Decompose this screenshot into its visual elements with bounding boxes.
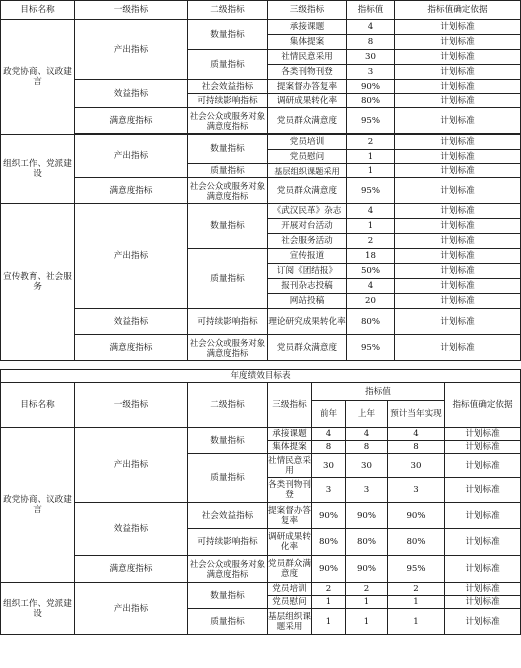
level3-cell: 党员群众满意度 xyxy=(268,108,347,134)
basis-cell: 计划标准 xyxy=(395,335,521,361)
basis-cell: 计划标准 xyxy=(445,441,521,454)
header-target-name: 目标名称 xyxy=(1,383,75,428)
level1-cell: 效益指标 xyxy=(75,309,188,335)
value-cell: 95% xyxy=(347,335,395,361)
prev-cell: 80% xyxy=(312,529,346,556)
value-cell: 50% xyxy=(347,264,395,279)
level3-cell: 集体提案 xyxy=(268,35,347,50)
level3-cell: 集体提案 xyxy=(268,441,312,454)
value-cell: 2 xyxy=(347,135,395,150)
last-cell: 80% xyxy=(346,529,388,556)
value-cell: 80% xyxy=(347,94,395,108)
basis-cell: 计划标准 xyxy=(445,556,521,583)
header-last-year: 上年 xyxy=(346,401,388,428)
level1-cell: 产出指标 xyxy=(75,135,188,178)
last-cell: 3 xyxy=(346,478,388,503)
forecast-cell: 90% xyxy=(388,503,445,529)
level2-cell: 数量指标 xyxy=(188,20,268,50)
prev-cell: 8 xyxy=(312,441,346,454)
value-cell: 80% xyxy=(347,309,395,335)
prev-cell: 3 xyxy=(312,478,346,503)
prev-cell: 30 xyxy=(312,454,346,478)
last-cell: 90% xyxy=(346,556,388,583)
level2-cell: 质量指标 xyxy=(188,454,268,503)
basis-cell: 计划标准 xyxy=(395,249,521,264)
value-cell: 4 xyxy=(347,204,395,219)
value-cell: 2 xyxy=(347,234,395,249)
level3-cell: 提案督办答复率 xyxy=(268,503,312,529)
level2-cell: 社会公众或服务对象满意度指标 xyxy=(188,108,268,134)
header-forecast: 预计当年实现 xyxy=(388,401,445,428)
basis-cell: 计划标准 xyxy=(395,65,521,80)
level2-cell: 社会公众或服务对象满意度指标 xyxy=(188,335,268,361)
level3-cell: 基层组织课题采用 xyxy=(268,164,347,178)
basis-cell: 计划标准 xyxy=(395,50,521,65)
basis-cell: 计划标准 xyxy=(395,294,521,309)
header-level3: 三级指标 xyxy=(268,383,312,428)
forecast-cell: 1 xyxy=(388,609,445,635)
value-cell: 20 xyxy=(347,294,395,309)
level3-cell: 调研成果转化率 xyxy=(268,529,312,556)
level3-cell: 承接课题 xyxy=(268,20,347,35)
level1-cell: 效益指标 xyxy=(75,80,188,108)
level2-cell: 质量指标 xyxy=(188,50,268,80)
level2-cell: 数量指标 xyxy=(188,135,268,164)
level3-cell: 《武汉民革》杂志 xyxy=(268,204,347,219)
prev-cell: 4 xyxy=(312,428,346,441)
target-name: 宣传教育、社会服务 xyxy=(1,204,75,361)
basis-cell: 计划标准 xyxy=(395,204,521,219)
level3-cell: 宣传报道 xyxy=(268,249,347,264)
level2-cell: 社会公众或服务对象满意度指标 xyxy=(188,556,268,583)
table-title: 年度绩效目标表 xyxy=(1,370,521,383)
level3-cell: 党员群众满意度 xyxy=(268,335,347,361)
level1-cell: 满意度指标 xyxy=(75,335,188,361)
value-cell: 95% xyxy=(347,178,395,204)
level3-cell: 党员慰问 xyxy=(268,596,312,609)
level3-cell: 社会服务活动 xyxy=(268,234,347,249)
level3-cell: 党员群众满意度 xyxy=(268,556,312,583)
basis-cell: 计划标准 xyxy=(395,135,521,150)
level3-cell: 社情民意采用 xyxy=(268,50,347,65)
target-name: 组织工作、党派建设 xyxy=(1,583,75,635)
level2-cell: 质量指标 xyxy=(188,609,268,635)
forecast-cell: 1 xyxy=(388,596,445,609)
basis-cell: 计划标准 xyxy=(395,80,521,94)
forecast-cell: 4 xyxy=(388,428,445,441)
header-prev-year: 前年 xyxy=(312,401,346,428)
last-cell: 1 xyxy=(346,609,388,635)
last-cell: 90% xyxy=(346,503,388,529)
prev-cell: 90% xyxy=(312,503,346,529)
target-name: 政党协商、议政建言 xyxy=(1,20,75,135)
level3-cell: 报刊杂志投稿 xyxy=(268,279,347,294)
level1-cell: 效益指标 xyxy=(75,503,188,556)
level3-cell: 承接课题 xyxy=(268,428,312,441)
last-cell: 8 xyxy=(346,441,388,454)
header-value: 指标值 xyxy=(312,383,445,401)
level3-cell: 理论研究成果转化率 xyxy=(268,309,347,335)
value-cell: 90% xyxy=(347,80,395,94)
value-cell: 95% xyxy=(347,108,395,134)
level3-cell: 订阅《团结报》 xyxy=(268,264,347,279)
header-level2: 二级指标 xyxy=(188,383,268,428)
forecast-cell: 8 xyxy=(388,441,445,454)
level2-cell: 社会效益指标 xyxy=(188,503,268,529)
level1-cell: 满意度指标 xyxy=(75,556,188,583)
forecast-cell: 30 xyxy=(388,454,445,478)
header-basis: 指标值确定依据 xyxy=(395,1,521,20)
header-value: 指标值 xyxy=(347,1,395,20)
level2-cell: 社会效益指标 xyxy=(188,80,268,94)
basis-cell: 计划标准 xyxy=(395,279,521,294)
level3-cell: 开展对台活动 xyxy=(268,219,347,234)
basis-cell: 计划标准 xyxy=(445,609,521,635)
last-cell: 2 xyxy=(346,583,388,596)
header-level1: 一级指标 xyxy=(75,383,188,428)
basis-cell: 计划标准 xyxy=(395,108,521,134)
basis-cell: 计划标准 xyxy=(395,219,521,234)
forecast-cell: 2 xyxy=(388,583,445,596)
basis-cell: 计划标准 xyxy=(395,94,521,108)
level2-cell: 可持续影响指标 xyxy=(188,529,268,556)
prev-cell: 1 xyxy=(312,596,346,609)
level2-cell: 社会公众或服务对象满意度指标 xyxy=(188,178,268,204)
header-target-name: 目标名称 xyxy=(1,1,75,20)
last-cell: 1 xyxy=(346,596,388,609)
level2-cell: 可持续影响指标 xyxy=(188,309,268,335)
level3-cell: 党员慰问 xyxy=(268,150,347,164)
value-cell: 3 xyxy=(347,65,395,80)
level3-cell: 网站投稿 xyxy=(268,294,347,309)
last-cell: 4 xyxy=(346,428,388,441)
header-level3: 三级指标 xyxy=(268,1,347,20)
target-name: 组织工作、党派建设 xyxy=(1,135,75,204)
level3-cell: 基层组织课题采用 xyxy=(268,609,312,635)
level2-cell: 可持续影响指标 xyxy=(188,94,268,108)
level1-cell: 产出指标 xyxy=(75,20,188,80)
basis-cell: 计划标准 xyxy=(395,309,521,335)
basis-cell: 计划标准 xyxy=(395,20,521,35)
prev-cell: 90% xyxy=(312,556,346,583)
level3-cell: 党员群众满意度 xyxy=(268,178,347,204)
basis-cell: 计划标准 xyxy=(445,583,521,596)
basis-cell: 计划标准 xyxy=(445,428,521,441)
level1-cell: 满意度指标 xyxy=(75,108,188,134)
level3-cell: 社情民意采用 xyxy=(268,455,311,476)
basis-cell: 计划标准 xyxy=(395,150,521,164)
performance-table-2 xyxy=(0,369,521,635)
level1-cell: 产出指标 xyxy=(75,204,188,309)
value-cell: 30 xyxy=(347,50,395,65)
value-cell: 1 xyxy=(347,219,395,234)
header-level2: 二级指标 xyxy=(188,1,268,20)
basis-cell: 计划标准 xyxy=(395,35,521,50)
last-cell: 30 xyxy=(346,454,388,478)
target-name: 政党协商、议政建言 xyxy=(1,428,75,583)
level3-cell: 各类刊物刊登 xyxy=(268,65,347,80)
forecast-cell: 3 xyxy=(388,478,445,503)
level3-cell: 调研成果转化率 xyxy=(268,94,347,108)
basis-cell: 计划标准 xyxy=(445,596,521,609)
level2-cell: 数量指标 xyxy=(188,428,268,454)
basis-cell: 计划标准 xyxy=(395,264,521,279)
basis-cell: 计划标准 xyxy=(445,503,521,529)
value-cell: 18 xyxy=(347,249,395,264)
value-cell: 8 xyxy=(347,35,395,50)
level2-cell: 数量指标 xyxy=(188,583,268,609)
level1-cell: 满意度指标 xyxy=(75,178,188,204)
basis-cell: 计划标准 xyxy=(445,478,521,503)
level3-cell: 党员培训 xyxy=(268,135,347,150)
value-cell: 4 xyxy=(347,20,395,35)
basis-cell: 计划标准 xyxy=(395,164,521,178)
level2-cell: 质量指标 xyxy=(188,164,268,178)
header-level1: 一级指标 xyxy=(75,1,188,20)
value-cell: 1 xyxy=(347,150,395,164)
level2-cell: 数量指标 xyxy=(188,204,268,249)
value-cell: 1 xyxy=(347,164,395,178)
forecast-cell: 95% xyxy=(388,556,445,583)
level3-cell: 党员培训 xyxy=(268,583,312,596)
level1-cell: 产出指标 xyxy=(75,428,188,503)
prev-cell: 2 xyxy=(312,583,346,596)
basis-cell: 计划标准 xyxy=(395,178,521,204)
level1-cell: 产出指标 xyxy=(75,583,188,635)
prev-cell: 1 xyxy=(312,609,346,635)
value-cell: 4 xyxy=(347,279,395,294)
basis-cell: 计划标准 xyxy=(445,454,521,478)
forecast-cell: 80% xyxy=(388,529,445,556)
basis-cell: 计划标准 xyxy=(395,234,521,249)
level2-cell: 质量指标 xyxy=(188,249,268,309)
level3-cell: 提案督办答复率 xyxy=(268,80,347,94)
header-basis: 指标值确定依据 xyxy=(445,383,521,428)
level3-cell: 各类刊物刊登 xyxy=(268,478,312,503)
basis-cell: 计划标准 xyxy=(445,529,521,556)
